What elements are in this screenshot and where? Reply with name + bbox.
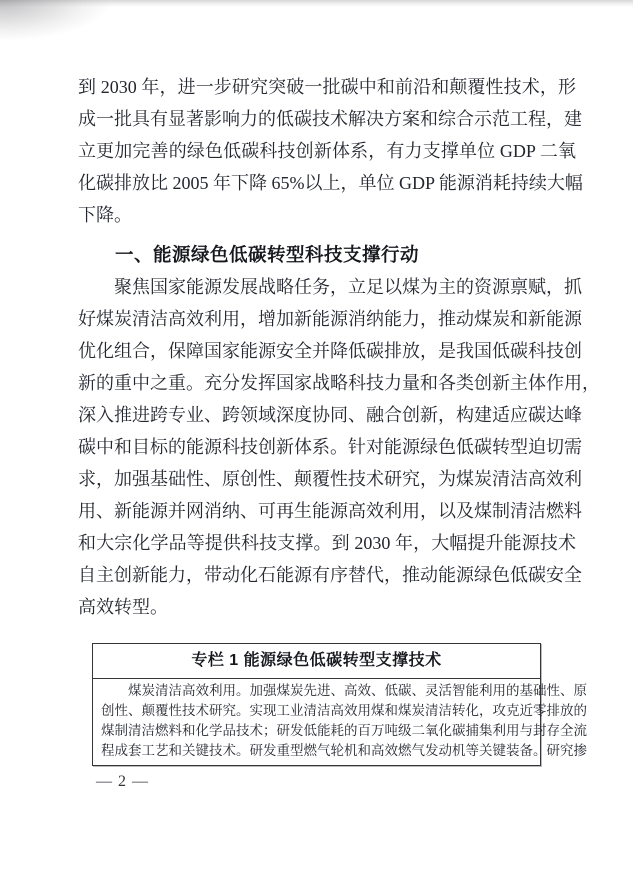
intro-paragraph bbox=[78, 71, 583, 231]
text-line: 好煤炭清洁高效利用，增加新能源消纳能力，推动煤炭和新能源 bbox=[78, 309, 582, 329]
column-box-body bbox=[93, 679, 587, 765]
page-number: — 2 — bbox=[96, 773, 149, 790]
text-line: 成一批具有显著影响力的低碳技术解决方案和综合示范工程，建 bbox=[78, 109, 582, 129]
text-line: 新的重中之重。充分发挥国家战略科技力量和各类创新主体作用， bbox=[78, 373, 600, 393]
text-line: 自主创新能力，带动化石能源有序替代，推动能源绿色低碳安全 bbox=[78, 565, 582, 585]
scan-shadow-corner bbox=[0, 0, 150, 60]
text-line: 深入推进跨专业、跨领域深度协同、融合创新，构建适应碳达峰 bbox=[78, 405, 582, 425]
text-line: 用、新能源并网消纳、可再生能源高效利用，以及煤制清洁燃料 bbox=[78, 501, 582, 521]
text-line: 到 2030 年，进一步研究突破一批碳中和前沿和颠覆性技术，形 bbox=[78, 77, 576, 97]
text-line: 和大宗化学品等提供科技支撑。到 2030 年，大幅提升能源技术 bbox=[78, 533, 576, 553]
text-line: 煤炭清洁高效利用。加强煤炭先进、高效、低碳、灵活智能利用的基础性、原 bbox=[128, 683, 587, 698]
text-line: 创性、颠覆性技术研究。实现工业清洁高效用煤和煤炭清洁转化，攻克近零排放的 bbox=[101, 703, 587, 718]
text-line: 化碳排放比 2005 年下降 65%以上，单位 GDP 能源消耗持续大幅 bbox=[78, 173, 583, 193]
section-heading: 一、能源绿色低碳转型科技支撑行动 bbox=[115, 244, 420, 265]
text-line: 优化组合，保障国家能源安全并降低碳排放，是我国低碳科技创 bbox=[78, 341, 582, 361]
text-line: 碳中和目标的能源科技创新体系。针对能源绿色低碳转型迫切需 bbox=[78, 437, 582, 457]
document-body bbox=[78, 71, 600, 623]
text-line: 聚焦国家能源发展战略任务，立足以煤为主的资源禀赋，抓 bbox=[114, 277, 582, 297]
text-line: 程成套工艺和关键技术。研发重型燃气轮机和高效燃气发动机等关键装备。研究掺 bbox=[101, 743, 587, 758]
text-line: 高效转型。 bbox=[78, 597, 168, 617]
text-line: 下降。 bbox=[78, 205, 132, 225]
column-box-title: 专栏 1 能源绿色低碳转型支撑技术 bbox=[93, 644, 540, 679]
text-line: 立更加完善的绿色低碳科技创新体系，有力支撑单位 GDP 二氧 bbox=[78, 141, 576, 161]
column-1-box bbox=[92, 643, 587, 766]
text-line: 求，加强基础性、原创性、颠覆性技术研究，为煤炭清洁高效利 bbox=[78, 469, 582, 489]
scan-shadow-top-edge bbox=[0, 0, 633, 7]
text-line: 煤制清洁燃料和化学品技术；研发低能耗的百万吨级二氧化碳捕集利用与封存全流 bbox=[101, 723, 587, 738]
section-paragraph bbox=[78, 271, 600, 623]
